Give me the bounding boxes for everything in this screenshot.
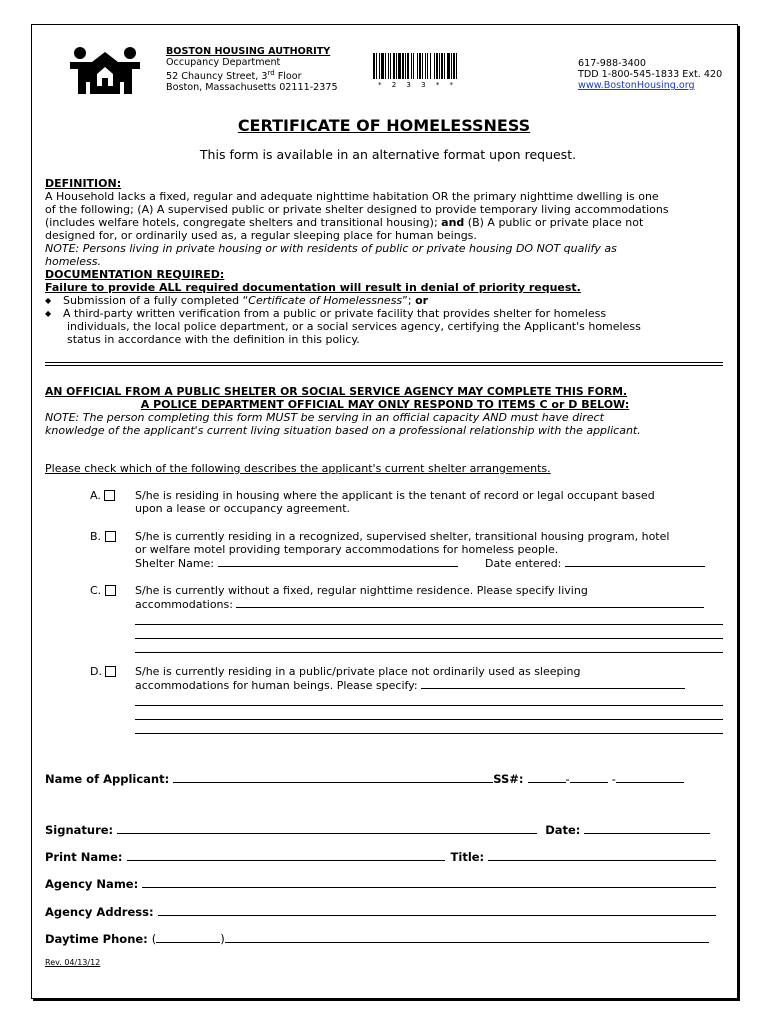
date-entered-label: Date entered: bbox=[485, 557, 562, 570]
barcode-bar bbox=[381, 53, 384, 79]
option-c-checkbox[interactable] bbox=[105, 585, 116, 596]
barcode-bar bbox=[388, 53, 389, 79]
barcode-bar bbox=[393, 53, 395, 79]
option-text: or welfare motel providing temporary accommodations for homeless people. bbox=[135, 543, 559, 556]
option-a-text bbox=[135, 489, 655, 515]
option-b-letter bbox=[90, 530, 116, 543]
street-floor: Floor bbox=[274, 71, 302, 83]
barcode-bar bbox=[425, 53, 426, 79]
signature-label: Signature: bbox=[45, 823, 114, 837]
org-name: BOSTON HOUSING AUTHORITY bbox=[166, 46, 331, 57]
agency-name-row bbox=[45, 877, 716, 891]
option-d-text bbox=[135, 665, 685, 692]
tdd-number: TDD 1-800-545-1833 Ext. 420 bbox=[578, 69, 723, 80]
city-line: Boston, Massachusetts 02111-2375 bbox=[166, 82, 338, 94]
bullet-icon: ◆ bbox=[45, 309, 52, 318]
official-note: NOTE: The person completing this form MUST be serving in an official capacity AND must have direct bbox=[45, 411, 604, 424]
phone-paren: ) bbox=[220, 932, 225, 946]
doc-or: or bbox=[415, 294, 429, 307]
barcode-bar bbox=[436, 53, 438, 79]
ss-dash: - bbox=[565, 772, 570, 786]
title-label: Title: bbox=[450, 850, 485, 864]
contact-block bbox=[578, 58, 722, 91]
option-letter: C. bbox=[90, 584, 102, 597]
barcode-bar bbox=[444, 53, 445, 79]
option-b-checkbox[interactable] bbox=[105, 531, 116, 542]
barcode-bar bbox=[430, 53, 431, 79]
official-section bbox=[45, 385, 745, 437]
option-c-lines[interactable] bbox=[135, 611, 723, 653]
option-text: S/he is currently residing in a recognized, supervised shelter, transitional housing program, hotel bbox=[135, 530, 670, 543]
agency-address-row bbox=[45, 905, 716, 919]
barcode-bar bbox=[398, 53, 401, 79]
option-letter: D. bbox=[90, 665, 102, 678]
revision-date: Rev. 04/13/12 bbox=[45, 958, 101, 967]
barcode-bar bbox=[456, 53, 457, 79]
print-name-input[interactable] bbox=[127, 850, 445, 861]
doc-text: status in accordance with the definition in this policy. bbox=[67, 333, 360, 346]
ss-label: SS#: bbox=[493, 772, 524, 786]
shelter-name-input[interactable] bbox=[218, 556, 458, 567]
title-input[interactable] bbox=[488, 850, 716, 861]
phone-label: Daytime Phone: bbox=[45, 932, 148, 946]
official-note: knowledge of the applicant's current living situation based on a professional relationship with the applicant. bbox=[45, 424, 641, 437]
barcode-bar bbox=[396, 53, 397, 79]
divider bbox=[45, 362, 723, 363]
option-text: upon a lease or occupancy agreement. bbox=[135, 502, 351, 515]
option-d-lines[interactable] bbox=[135, 692, 723, 734]
barcode-bar bbox=[379, 53, 380, 79]
ss-part3-input[interactable] bbox=[616, 772, 684, 783]
definition-text: of the following; (A) A supervised public or private shelter designed to provide temporary living accommodations bbox=[45, 203, 669, 216]
option-c-letter bbox=[90, 584, 116, 597]
print-name-label: Print Name: bbox=[45, 850, 123, 864]
signature-row bbox=[45, 823, 710, 837]
shelter-row bbox=[135, 556, 705, 570]
barcode-bar bbox=[427, 53, 428, 79]
barcode-bar bbox=[407, 53, 409, 79]
option-c-input[interactable] bbox=[236, 597, 704, 608]
agency-name-label: Agency Name: bbox=[45, 877, 139, 891]
agency-name-input[interactable] bbox=[142, 877, 716, 888]
documentation-warning: Failure to provide ALL required documentation will result in denial of priority request. bbox=[45, 281, 581, 294]
barcode-bar bbox=[419, 53, 421, 79]
dept-name: Occupancy Department bbox=[166, 57, 281, 68]
option-c-text bbox=[135, 584, 704, 611]
barcode-bar bbox=[413, 53, 414, 79]
barcode-bar bbox=[402, 53, 404, 79]
barcode-digits: * 2 3 3 * * bbox=[378, 81, 457, 89]
org-block bbox=[166, 46, 338, 93]
phone-paren: ( bbox=[151, 932, 157, 946]
doc-text: individuals, the local police department, or a social services agency, certifying the Applicant's homeless bbox=[67, 320, 641, 333]
barcode-bar bbox=[405, 53, 406, 79]
agency-address-label: Agency Address: bbox=[45, 905, 154, 919]
option-d-checkbox[interactable] bbox=[105, 666, 116, 677]
barcode-bar bbox=[451, 53, 452, 79]
barcode-bar bbox=[376, 53, 377, 79]
bullet-icon: ◆ bbox=[45, 296, 52, 305]
website-link[interactable]: www.BostonHousing.org bbox=[578, 80, 695, 91]
option-a-checkbox[interactable] bbox=[104, 490, 115, 501]
divider bbox=[45, 365, 723, 366]
option-d-letter bbox=[90, 665, 116, 678]
applicant-label: Name of Applicant: bbox=[45, 772, 170, 786]
doc-text: Submission of a fully completed “ bbox=[63, 294, 249, 307]
option-text: accommodations for human beings. Please specify: bbox=[135, 679, 418, 692]
applicant-name-input[interactable] bbox=[173, 772, 493, 783]
date-label: Date: bbox=[545, 823, 581, 837]
option-letter: A. bbox=[90, 489, 101, 502]
phone-number: 617-988-3400 bbox=[578, 58, 646, 69]
barcode-bar bbox=[385, 53, 386, 79]
official-line: AN OFFICIAL FROM A PUBLIC SHELTER OR SOCIAL SERVICE AGENCY MAY COMPLETE THIS FORM. bbox=[45, 385, 628, 398]
definition-part: (B) A public or private place not bbox=[464, 216, 644, 229]
definition-note: homeless. bbox=[45, 255, 101, 268]
ss-dash: - bbox=[611, 772, 616, 786]
barcode-bar bbox=[453, 53, 455, 79]
documentation-heading: DOCUMENTATION REQUIRED: bbox=[45, 268, 225, 281]
signature-input[interactable] bbox=[117, 823, 537, 834]
option-a-letter bbox=[90, 489, 115, 502]
option-text: accommodations: bbox=[135, 598, 233, 611]
ss-part1-input[interactable] bbox=[528, 772, 566, 783]
barcode-bar bbox=[373, 53, 375, 79]
barcode-bar bbox=[439, 53, 440, 79]
option-letter: B. bbox=[90, 530, 102, 543]
official-line: A POLICE DEPARTMENT OFFICIAL MAY ONLY RESPOND TO ITEMS C or D BELOW: bbox=[140, 398, 630, 411]
doc-text: ”; bbox=[402, 294, 416, 307]
definition-part: (includes welfare hotels, congregate shelters and transitional housing); bbox=[45, 216, 442, 229]
definition-and: and bbox=[441, 216, 465, 229]
phone-row bbox=[45, 932, 709, 946]
option-d-input[interactable] bbox=[421, 678, 685, 689]
date-input[interactable] bbox=[584, 823, 710, 834]
street-text: 52 Chauncy Street, 3 bbox=[166, 71, 268, 83]
barcode-bar bbox=[447, 53, 450, 79]
print-name-row bbox=[45, 850, 716, 864]
barcode-bar bbox=[441, 53, 443, 79]
barcode-bar bbox=[411, 53, 412, 79]
definition-note: NOTE: Persons living in private housing or with residents of public or private housing DO NOT qualify as bbox=[45, 242, 617, 255]
subtitle: This form is available in an alternative format upon request. bbox=[199, 147, 577, 162]
option-text: S/he is currently residing in a public/private place not ordinarily used as sleeping bbox=[135, 665, 581, 678]
option-text: S/he is residing in housing where the applicant is the tenant of record or legal occupant based bbox=[135, 489, 655, 502]
doc-text: A third-party written verification from a public or private facility that provides shelter for homeless bbox=[63, 307, 607, 320]
doc-item-1 bbox=[45, 294, 745, 307]
phone-input[interactable] bbox=[225, 932, 709, 943]
definition-section bbox=[45, 177, 745, 346]
doc-text: Certificate of Homelessness bbox=[248, 294, 403, 307]
page-title: CERTIFICATE OF HOMELESSNESS bbox=[237, 116, 531, 135]
shelter-name-label: Shelter Name: bbox=[135, 557, 215, 570]
street-address bbox=[166, 68, 338, 82]
check-prompt: Please check which of the following describes the applicant's current shelter arrangements. bbox=[45, 462, 551, 475]
barcode-bar bbox=[390, 53, 391, 79]
street-sup: rd bbox=[267, 69, 275, 77]
definition-text: A Household lacks a fixed, regular and adequate nighttime habitation OR the primary nighttime dwelling is one bbox=[45, 190, 659, 203]
date-entered-input[interactable] bbox=[565, 556, 705, 567]
barcode-bar bbox=[417, 53, 418, 79]
barcode-bar bbox=[422, 53, 423, 79]
ss-part2-input[interactable] bbox=[570, 772, 608, 783]
doc-item-2 bbox=[45, 307, 745, 320]
area-code-input[interactable] bbox=[156, 932, 220, 943]
barcode bbox=[373, 53, 513, 83]
definition-text bbox=[45, 216, 745, 229]
agency-address-input[interactable] bbox=[158, 905, 716, 916]
definition-heading: DEFINITION: bbox=[45, 177, 122, 190]
definition-text: designed for, or ordinarily used as, a regular sleeping place for human beings. bbox=[45, 229, 477, 242]
applicant-row bbox=[45, 772, 684, 786]
option-text: S/he is currently without a fixed, regular nighttime residence. Please specify living bbox=[135, 584, 588, 597]
option-b-text bbox=[135, 530, 705, 570]
barcode-bar bbox=[434, 53, 435, 79]
bha-logo bbox=[68, 46, 142, 96]
